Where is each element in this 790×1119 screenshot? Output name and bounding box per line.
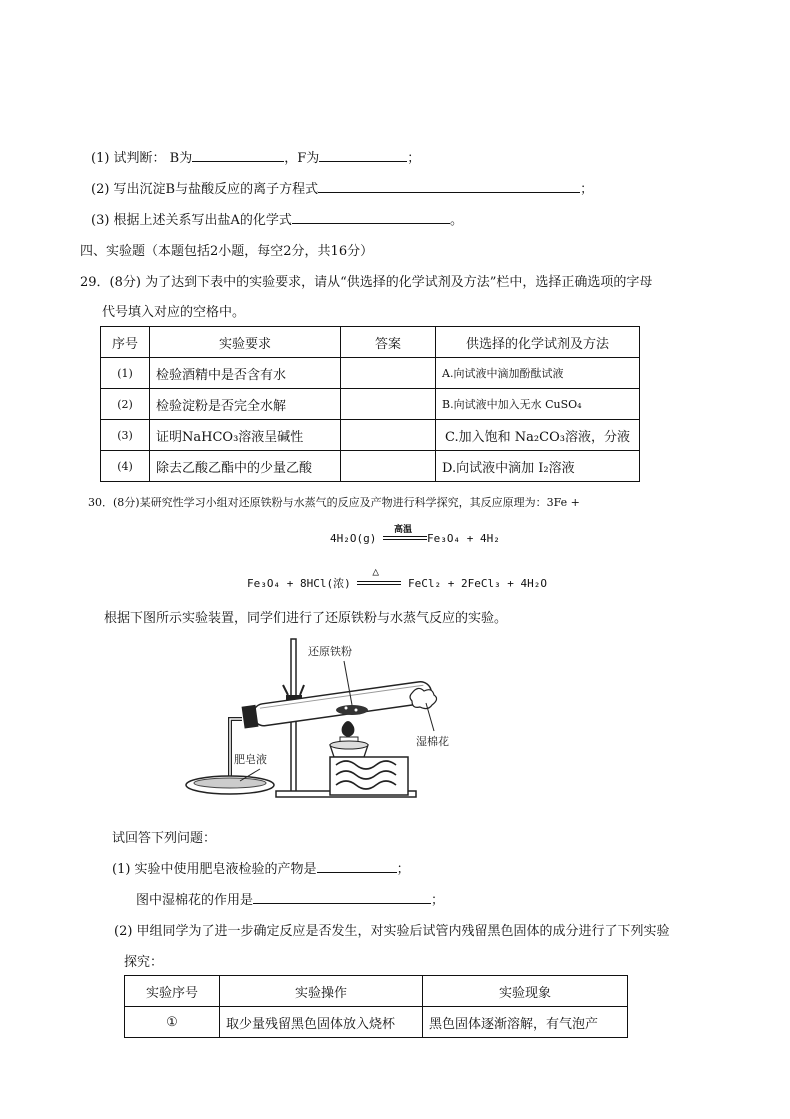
row-number: (1) <box>101 358 150 389</box>
header-cell: 答案 <box>341 327 436 358</box>
label-iron-powder: 还原铁粉 <box>308 645 352 658</box>
q30-part1: (1) 实验中使用肥皂液检验的产物是 ； <box>112 862 410 877</box>
option-c: C.加入饱和 Na₂CO₃溶液，分液 <box>436 420 640 451</box>
answer-blank-ion-equation[interactable] <box>318 180 580 193</box>
section-heading: 四、实验题（本题包括2小题，每空2分，共16分） <box>80 244 374 259</box>
option-b: B.向试液中加入无水 CuSO₄ <box>436 389 640 420</box>
label-wet-cotton: 湿棉花 <box>416 735 449 748</box>
q28-part2: (2) 写出沉淀B与盐酸反应的离子方程式 ； <box>91 182 594 197</box>
answer-blank-soap-product[interactable] <box>317 860 397 873</box>
header-cell: 实验现象 <box>423 976 628 1007</box>
equation-arrow: △ <box>357 578 401 590</box>
table-header-row <box>101 327 640 358</box>
label-soap-solution: 肥皂液 <box>234 753 267 766</box>
option-a: A.向试液中滴加酚酞试液 <box>436 358 640 389</box>
header-cell: 实验操作 <box>220 976 423 1007</box>
row-number: (2) <box>101 389 150 420</box>
answer-blank-cotton-role[interactable] <box>253 891 431 904</box>
answer-blank-salt-a[interactable] <box>292 211 450 224</box>
row-requirement: 检验淀粉是否完全水解 <box>150 389 341 420</box>
row-requirement: 检验酒精中是否含有水 <box>150 358 341 389</box>
q30-ask: 试回答下列问题： <box>112 831 217 846</box>
table-row <box>101 451 640 482</box>
equation-arrow: 高温 <box>383 533 427 545</box>
header-cell: 实验要求 <box>150 327 341 358</box>
q30-part1b: 图中湿棉花的作用是 ； <box>136 893 445 908</box>
apparatus-figure <box>180 633 470 805</box>
row-phenomenon: 黑色固体逐渐溶解，有气泡产 <box>423 1007 628 1038</box>
row-requirement: 证明NaHCO₃溶液呈碱性 <box>150 420 341 451</box>
q30-part2-line2: 探究： <box>124 955 164 970</box>
option-d: D.向试液中滴加 I₂溶液 <box>436 451 640 482</box>
q29-table <box>100 326 640 482</box>
row-number: (3) <box>101 420 150 451</box>
table-header-row <box>125 976 628 1007</box>
q30-intro: 根据下图所示实验装置，同学们进行了还原铁粉与水蒸气反应的实验。 <box>104 611 508 626</box>
q29-stem-line1: 29．(8分) 为了达到下表中的实验要求，请从“供选择的化学试剂及方法”栏中，选择正确选项的字母 <box>80 275 653 290</box>
header-cell: 序号 <box>101 327 150 358</box>
table-row <box>125 1007 628 1038</box>
q30-table <box>124 975 628 1038</box>
q30-stem-line1: 30．(8分)某研究性学习小组对还原铁粉与水蒸气的反应及产物进行科学探究，其反应原理为：3Fe + <box>88 496 580 509</box>
row-number: ① <box>125 1007 220 1038</box>
answer-blank-b[interactable] <box>192 149 284 162</box>
equation-1: 4H₂O(g) 高温 Fe₃O₄ + 4H₂ <box>330 525 500 545</box>
q28-part1: (1) 试判断： B为 ，F为 ； <box>91 151 421 166</box>
answer-cell[interactable] <box>341 451 436 482</box>
answer-cell[interactable] <box>341 358 436 389</box>
row-number: (4) <box>101 451 150 482</box>
header-cell: 实验序号 <box>125 976 220 1007</box>
header-cell: 供选择的化学试剂及方法 <box>436 327 640 358</box>
q28-part3: (3) 根据上述关系写出盐A的化学式 。 <box>91 213 463 228</box>
table-row <box>101 420 640 451</box>
q29-stem-line2: 代号填入对应的空格中。 <box>102 305 246 320</box>
answer-blank-f[interactable] <box>319 149 407 162</box>
q30-part2-line1: (2) 甲组同学为了进一步确定反应是否发生，对实验后试管内残留黑色固体的成分进行了下列实验 <box>114 924 670 939</box>
row-requirement: 除去乙酸乙酯中的少量乙酸 <box>150 451 341 482</box>
answer-cell[interactable] <box>341 389 436 420</box>
table-row <box>101 358 640 389</box>
equation-2: Fe₃O₄ + 8HCl(浓) △ FeCl₂ + 2FeCl₃ + 4H₂O <box>247 565 548 590</box>
row-operation: 取少量残留黑色固体放入烧杯 <box>220 1007 423 1038</box>
table-row <box>101 389 640 420</box>
answer-cell[interactable] <box>341 420 436 451</box>
